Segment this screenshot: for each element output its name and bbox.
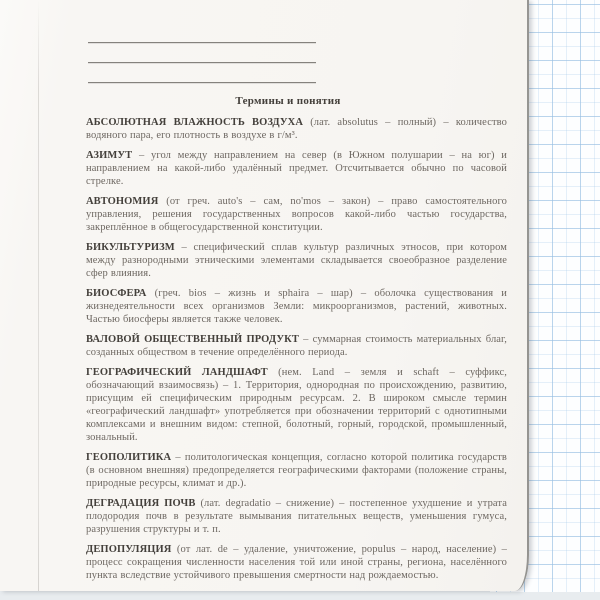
write-in-lines <box>88 42 316 102</box>
term-definition: (от лат. de – удаление, уничтожение, populus – народ, население) – процесс сокращения численности населения той или иной страны, региона, населённого пункта вследствие устойчивого превышения смертности над рождаемостью. <box>86 544 507 581</box>
page-title: Термины и понятия <box>235 95 341 107</box>
glossary-entry <box>86 149 507 188</box>
term-definition: (нем. Land – земля и schaft – суффикс, обозначающий взаимосвязь) – 1. Территория, однородная по происхождению, развитию, присущим ей специфическим природным ресурсам. 2. В широком смысле термин «географический ландшафт» употребляется при обозначении территорий с однотипными комплексами и внешним видом: степной, болотный, горный, городской, промышленный, зональный. <box>86 367 507 443</box>
term-definition: (лат. absolutus – полный) – количество водяного пара, его плотность в воздухе в г/м³. <box>86 117 507 141</box>
blank-rule-line <box>88 62 316 63</box>
term-definition: – угол между направлением на север (в Южном полушарии – на юг) и направлением на какой-либо удалённый предмет. Отсчитывается обычно по часовой стрелке. <box>86 150 507 187</box>
term-label: БИКУЛЬТУРИЗМ <box>86 242 175 253</box>
blank-rule-line <box>88 82 316 83</box>
glossary-entry <box>86 366 507 444</box>
glossary-list <box>86 116 507 589</box>
term-label: АБСОЛЮТНАЯ ВЛАЖНОСТЬ ВОЗДУХА <box>86 117 304 128</box>
glossary-entry <box>86 241 507 280</box>
term-label: ДЕПОПУЛЯЦИЯ <box>86 544 172 555</box>
term-definition: – суммарная стоимость материальных благ, созданных обществом в течение определённого периода. <box>86 334 507 358</box>
glossary-entry <box>86 287 507 326</box>
term-label: БИОСФЕРА <box>86 288 147 299</box>
term-definition: (от греч. auto's – сам, no'mos – закон) – право самостоятельного управления, решения государственных вопросов какой-либо частью государства, закреплённое в общегосударственной конституции. <box>86 196 507 233</box>
term-label: АЗИМУТ <box>86 150 133 161</box>
term-definition: (лат. degradatio – снижение) – постепенное ухудшение и утрата плодородия почв в результате вымывания питательных веществ, уменьшения гумуса, разрушения структуры и т. п. <box>86 498 507 535</box>
blank-rule-line <box>88 42 316 43</box>
term-label: ДЕГРАДАЦИЯ ПОЧВ <box>86 498 196 509</box>
term-definition: – политологическая концепция, согласно которой политика государств (в основном внешняя) предопределяется географическими факторами (положение страны, природные ресурсы, климат и др.). <box>86 452 507 489</box>
glossary-entry <box>86 543 507 582</box>
term-definition: – специфический сплав культур различных этносов, при котором между разнородными этническими элементами складывается своеобразное разделение сфер влияния. <box>86 242 507 279</box>
term-label: ВАЛОВОЙ ОБЩЕСТВЕННЫЙ ПРОДУКТ <box>86 334 299 345</box>
term-label: ГЕОПОЛИТИКА <box>86 452 172 463</box>
glossary-entry <box>86 116 507 142</box>
glossary-entry <box>86 333 507 359</box>
term-definition: (греч. bios – жизнь и sphaira – шар) – оболочка существования и жизнедеятельности всех организмов Земли: микроорганизмов, растений, животных. Частью биосферы является также человек. <box>86 288 507 325</box>
glossary-entry <box>86 451 507 490</box>
term-label: ГЕОГРАФИЧЕСКИЙ ЛАНДШАФТ <box>86 367 268 378</box>
glossary-entry <box>86 195 507 234</box>
glossary-entry <box>86 497 507 536</box>
term-label: АВТОНОМИЯ <box>86 196 159 207</box>
